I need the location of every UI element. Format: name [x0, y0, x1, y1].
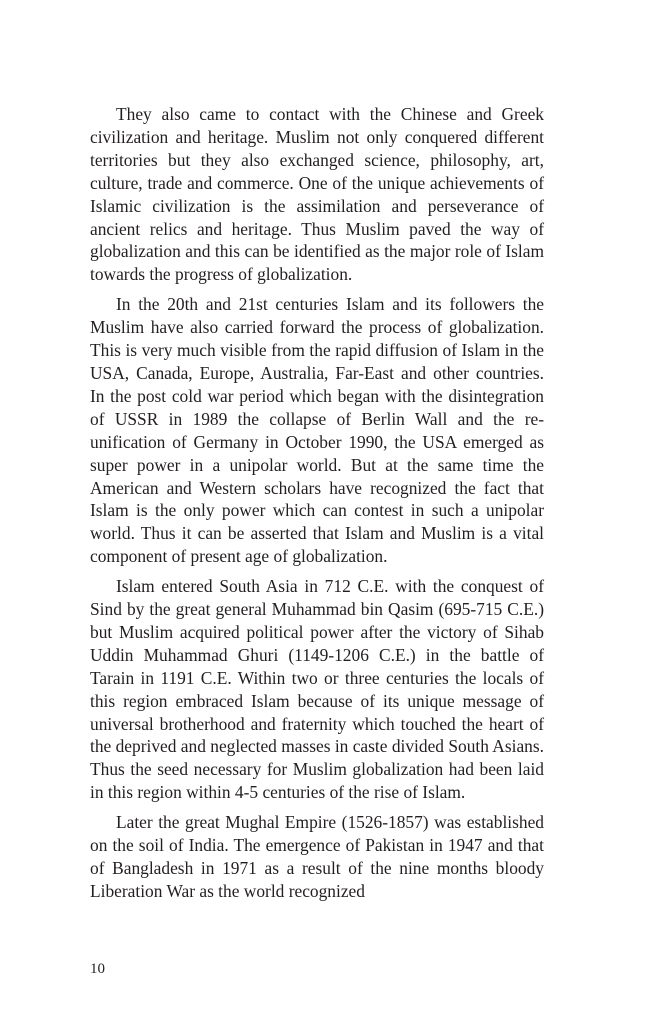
- page-number: 10: [90, 961, 105, 977]
- body-text: [90, 103, 544, 910]
- paragraph-2: In the 20th and 21st centuries Islam and its followers the Muslim have also carried forward the process of globalization. This is very much visible from the rapid diffusion of Islam in the USA, Canada, Europe, Australia, Far-East and other countries. In the post cold war period which began with the disintegration of USSR in 1989 the collapse of Berlin Wall and the re-unification of Germany in October 1990, the USA emerged as super power in a unipolar world. But at the same time the American and Western scholars have recognized the fact that Islam is the only power which can contest in such a unipolar world. Thus it can be asserted that Islam and Muslim is a vital component of present age of globalization.: [90, 294, 544, 567]
- paragraph-4: Later the great Mughal Empire (1526-1857) was established on the soil of India. The emergence of Pakistan in 1947 and that of Bangladesh in 1971 as a result of the nine months bloody Liberation War as the world recognized: [90, 812, 544, 901]
- paragraph-3: Islam entered South Asia in 712 C.E. with the conquest of Sind by the great general Muhammad bin Qasim (695-715 C.E.) but Muslim acquired political power after the victory of Sihab Uddin Muhammad Ghuri (1149-1206 C.E.) in the battle of Tarain in 1191 C.E. Within two or three centuries the locals of this region embraced Islam because of its unique message of universal brotherhood and fraternity which touched the heart of the deprived and neglected masses in caste divided South Asians. Thus the seed necessary for Muslim globalization had been laid in this region within 4-5 centuries of the rise of Islam.: [90, 576, 544, 803]
- paragraph-1: They also came to contact with the Chinese and Greek civilization and heritage. Muslim not only conquered different territories but they also exchanged science, philosophy, art, culture, trade and commerce. One of the unique achievements of Islamic civilization is the assimilation and perseverance of ancient relics and heritage. Thus Muslim paved the way of globalization and this can be identified as the major role of Islam towards the progress of globalization.: [90, 104, 544, 285]
